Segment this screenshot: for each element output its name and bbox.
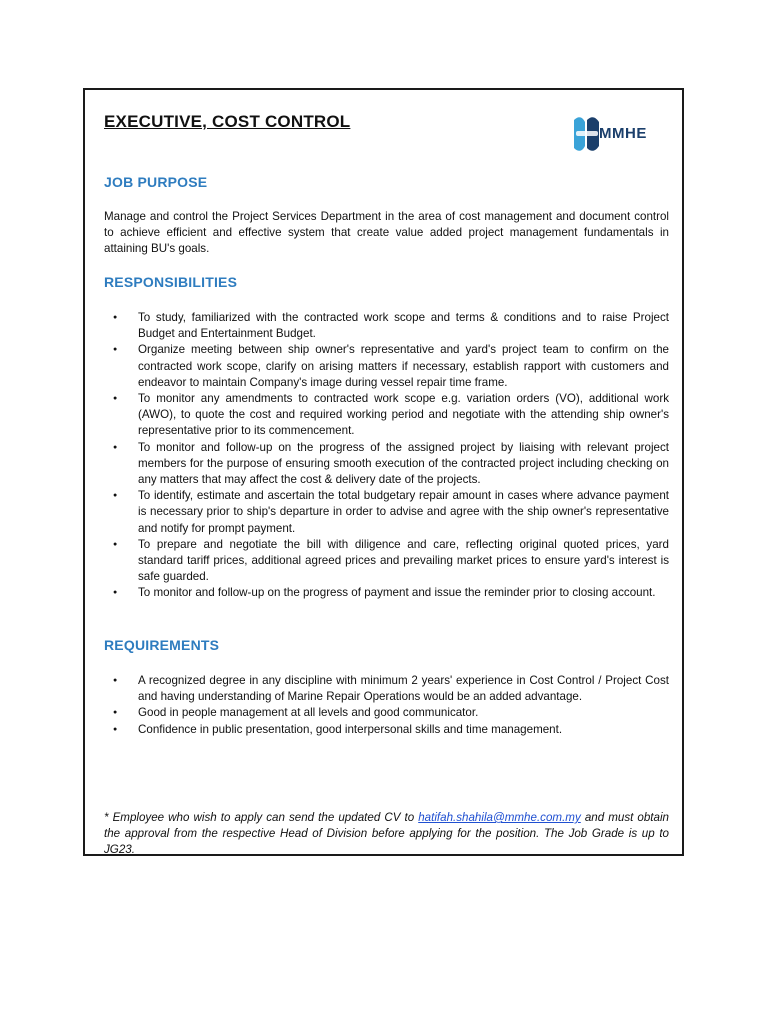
job-description-page bbox=[83, 88, 684, 856]
job-purpose-heading: JOB PURPOSE bbox=[104, 174, 208, 190]
responsibilities-heading: RESPONSIBILITIES bbox=[104, 274, 238, 290]
email-link[interactable]: hatifah.shahila@mmhe.com.my bbox=[418, 811, 581, 824]
list-item: ● A recognized degree in any discipline with minimum 2 years' experience in Cost Control / Project Cost and having understanding of Marine Repair Operations would be an added advantage. bbox=[104, 673, 669, 705]
list-item: ● Confidence in public presentation, good interpersonal skills and time management. bbox=[104, 722, 669, 738]
wave-logo-icon bbox=[572, 114, 602, 154]
list-item: ● To prepare and negotiate the bill with diligence and care, reflecting original quoted prices, yard standard tariff prices, additional agreed prices and prevailing market prices to ensure yard's interest is safe guarded. bbox=[104, 537, 669, 586]
requirements-heading: REQUIREMENTS bbox=[104, 637, 220, 653]
list-item: ● Organize meeting between ship owner's representative and yard's project team to confirm on the contracted work scope, clarify on arising matters if necessary, establish rapport with customers and endeavor to maintain Company's image during vessel repair time frame. bbox=[104, 342, 669, 391]
responsibilities-list bbox=[104, 310, 669, 602]
application-note bbox=[104, 810, 669, 858]
list-item: ● To study, familiarized with the contracted work scope and terms & conditions and to raise Project Budget and Entertainment Budget. bbox=[104, 310, 669, 342]
list-item: ● To identify, estimate and ascertain the total budgetary repair amount in cases where advance payment is necessary prior to ship's departure in order to advise and agree with the ship owner's representative and notify for prompt payment. bbox=[104, 488, 669, 537]
company-logo bbox=[572, 114, 676, 154]
list-item: ● Good in people management at all levels and good communicator. bbox=[104, 705, 669, 721]
logo-wordmark: MMHE bbox=[599, 125, 647, 142]
requirements-list bbox=[104, 673, 669, 738]
list-item: ● To monitor any amendments to contracted work scope e.g. variation orders (VO), additional work (AWO), to quote the cost and required working period and negotiate with the attending ship owner's representative prior to its commencement. bbox=[104, 391, 669, 440]
page-title: EXECUTIVE, COST CONTROL bbox=[104, 112, 351, 131]
note-text-start: * Employee who wish to apply can send the updated CV to bbox=[104, 811, 419, 824]
job-purpose-text: Manage and control the Project Services Department in the area of cost management and document control to achieve efficient and effective system that create value added project management fundamentals in attaining BU's goals. bbox=[104, 210, 669, 256]
list-item: ● To monitor and follow-up on the progress of payment and issue the reminder prior to closing account. bbox=[104, 585, 669, 601]
list-item: ● To monitor and follow-up on the progress of the assigned project by liaising with relevant project members for the purpose of ensuring smooth execution of the contracted project including checking on any matters that may affect the cost & delivery date of the projects. bbox=[104, 440, 669, 489]
note-text-end: and must obtain the approval from the respective Head of Division before applying for the position. The Job Grade is up to JG23. bbox=[104, 811, 669, 856]
